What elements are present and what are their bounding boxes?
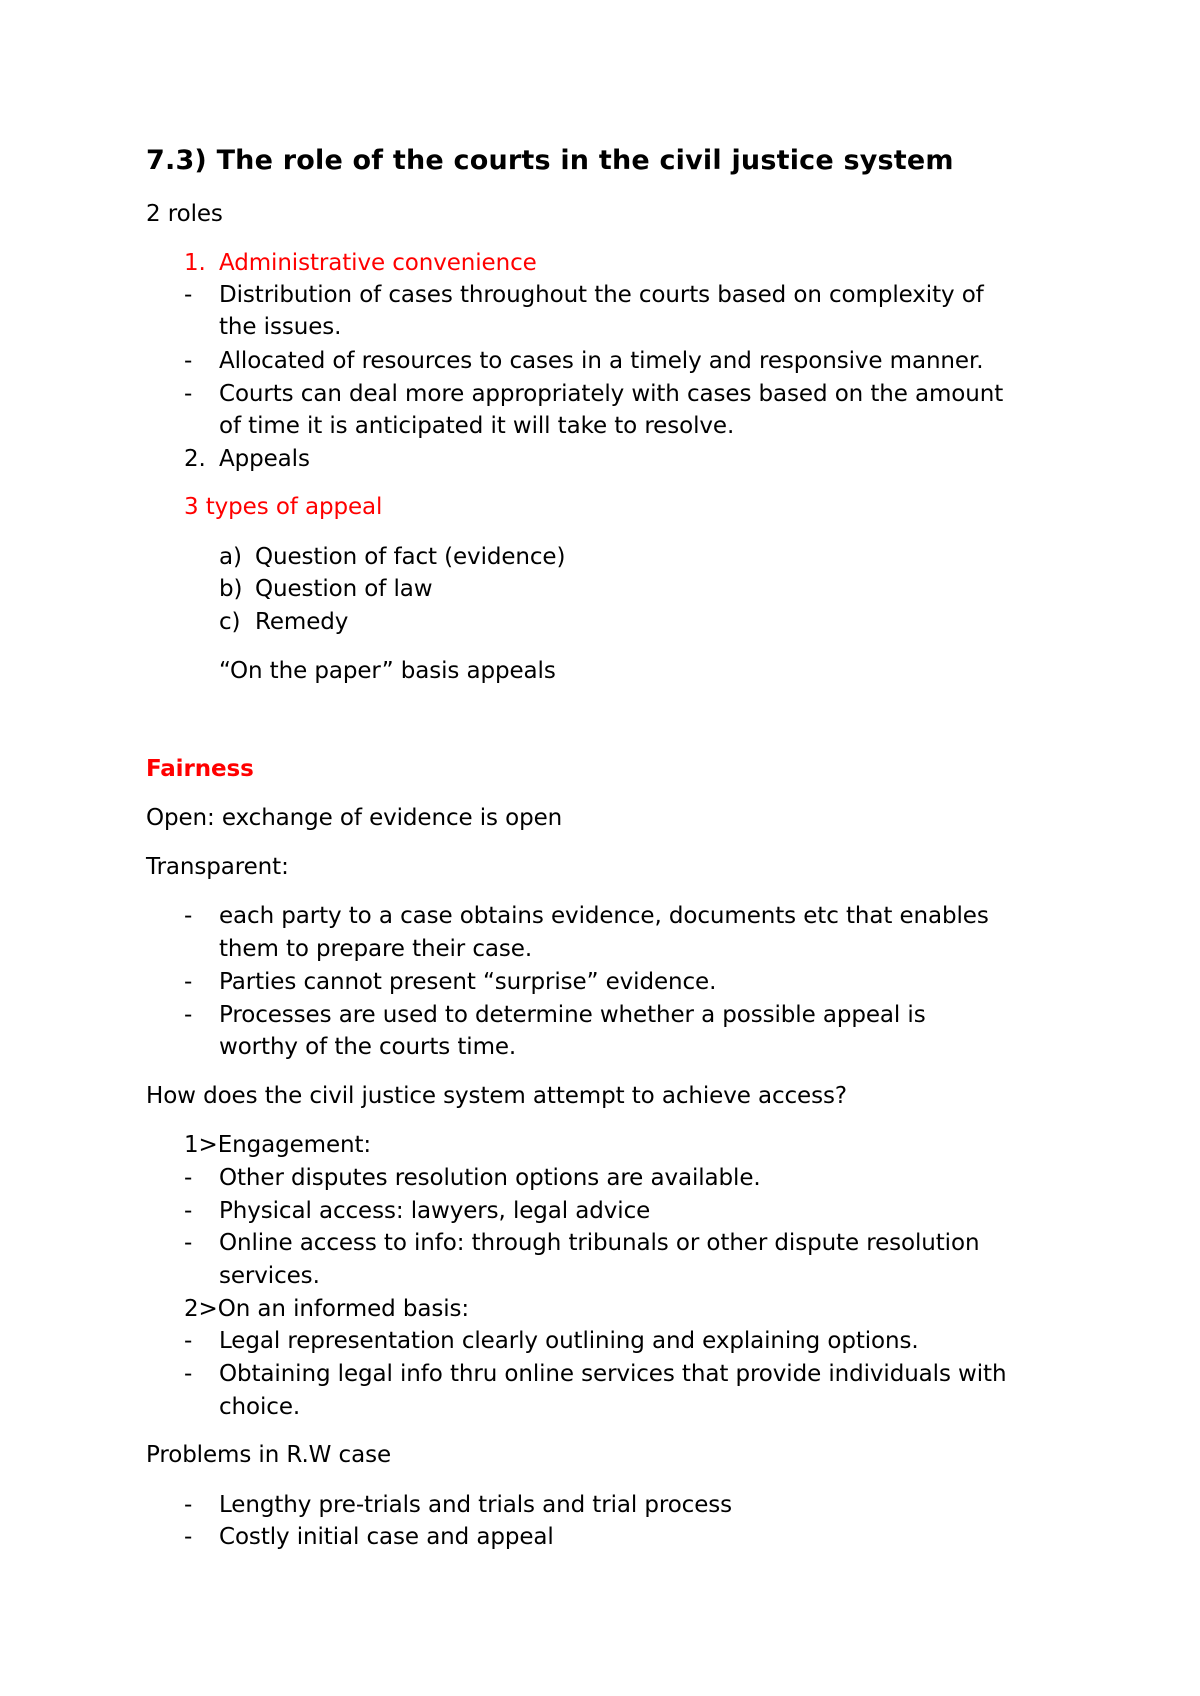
problems-heading: Problems in R.W case xyxy=(146,1442,392,1468)
bullet-dash: - xyxy=(184,1230,193,1256)
bullet-dash: - xyxy=(184,1524,193,1550)
bullet-dash: - xyxy=(184,1492,193,1518)
appeal-type-marker: c) xyxy=(219,609,241,635)
bullet-dash: - xyxy=(184,282,193,308)
bullet-text-continuation: choice. xyxy=(219,1394,301,1420)
bullet-text: Legal representation clearly outlining and explaining options. xyxy=(219,1328,919,1354)
appeal-types-heading: 3 types of appeal xyxy=(184,494,383,520)
roles-intro: 2 roles xyxy=(146,201,223,227)
bullet-text: each party to a case obtains evidence, documents etc that enables xyxy=(219,903,989,929)
bullet-text: Courts can deal more appropriately with cases based on the amount xyxy=(219,381,1004,407)
bullet-text-continuation: the issues. xyxy=(219,314,342,340)
bullet-text: Parties cannot present “surprise” evidence. xyxy=(219,969,717,995)
engagement-heading: 1>Engagement: xyxy=(184,1132,372,1158)
bullet-text: Costly initial case and appeal xyxy=(219,1524,554,1550)
bullet-dash: - xyxy=(184,381,193,407)
bullet-text: Allocated of resources to cases in a timely and responsive manner. xyxy=(219,348,984,374)
access-question: How does the civil justice system attempt to achieve access? xyxy=(146,1083,847,1109)
bullet-text: Online access to info: through tribunals or other dispute resolution xyxy=(219,1230,980,1256)
bullet-text: Distribution of cases throughout the courts based on complexity of xyxy=(219,282,984,308)
bullet-text: Processes are used to determine whether a possible appeal is xyxy=(219,1002,926,1028)
bullet-text: Obtaining legal info thru online services that provide individuals with xyxy=(219,1361,1007,1387)
bullet-text-continuation: services. xyxy=(219,1263,320,1289)
bullet-dash: - xyxy=(184,1328,193,1354)
transparent-line: Transparent: xyxy=(146,854,289,880)
bullet-dash: - xyxy=(184,1361,193,1387)
bullet-text: Other disputes resolution options are available. xyxy=(219,1165,761,1191)
appeal-type-remedy: Remedy xyxy=(255,609,349,635)
bullet-text-continuation: of time it is anticipated it will take to resolve. xyxy=(219,413,735,439)
appeal-type-marker: a) xyxy=(219,544,242,570)
bullet-dash: - xyxy=(184,1165,193,1191)
bullet-dash: - xyxy=(184,1002,193,1028)
appeal-type-marker: b) xyxy=(219,576,243,602)
bullet-dash: - xyxy=(184,969,193,995)
page-title: 7.3) The role of the courts in the civil justice system xyxy=(146,145,954,176)
informed-heading: 2>On an informed basis: xyxy=(184,1296,470,1322)
bullet-dash: - xyxy=(184,348,193,374)
bullet-text-continuation: worthy of the courts time. xyxy=(219,1034,517,1060)
fairness-heading: Fairness xyxy=(146,756,254,782)
list-item-appeals: Appeals xyxy=(219,446,310,472)
open-line: Open: exchange of evidence is open xyxy=(146,805,563,831)
bullet-text: Lengthy pre-trials and trials and trial process xyxy=(219,1492,733,1518)
list-item-administrative-convenience: Administrative convenience xyxy=(219,250,537,276)
paper-basis-appeals: “On the paper” basis appeals xyxy=(219,658,556,684)
appeal-type-fact: Question of fact (evidence) xyxy=(255,544,566,570)
bullet-dash: - xyxy=(184,903,193,929)
bullet-text-continuation: them to prepare their case. xyxy=(219,936,533,962)
list-number: 1. xyxy=(184,250,206,276)
bullet-dash: - xyxy=(184,1198,193,1224)
bullet-text: Physical access: lawyers, legal advice xyxy=(219,1198,651,1224)
list-number: 2. xyxy=(184,446,206,472)
appeal-type-law: Question of law xyxy=(255,576,433,602)
